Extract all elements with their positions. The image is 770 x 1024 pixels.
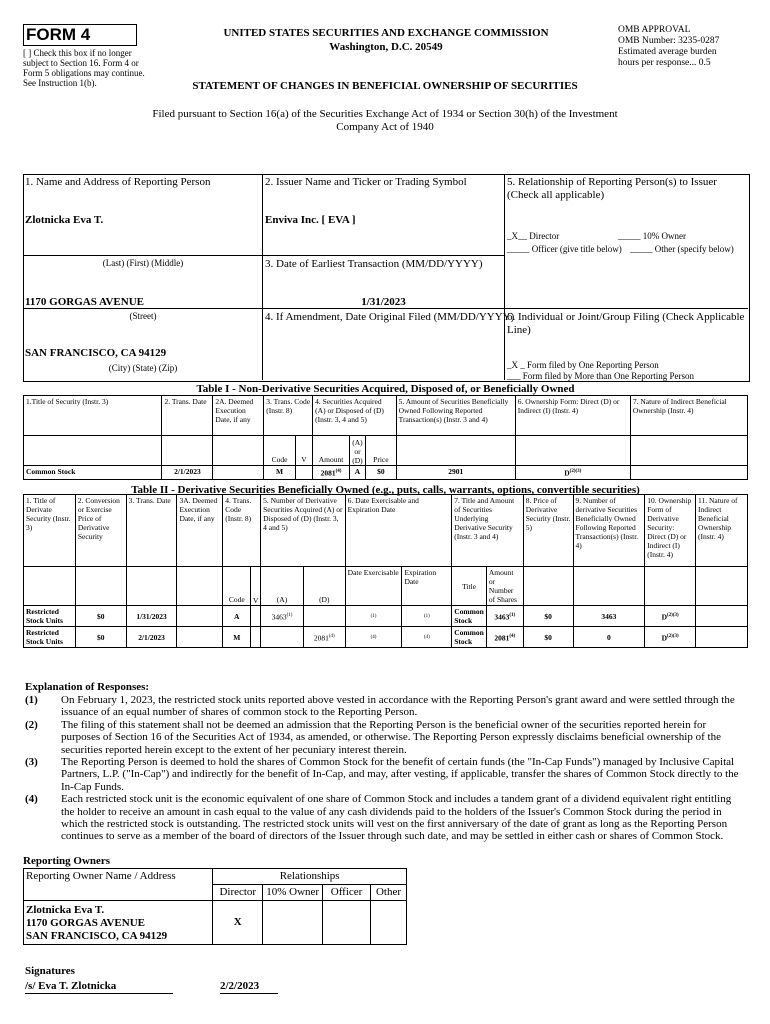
t2-r1-form-footnote: (2)(3) — [667, 633, 679, 639]
t1-sub-code: Code — [264, 436, 296, 466]
owners-title: Reporting Owners — [23, 855, 111, 867]
t1-row-date: 2/1/2023 — [162, 466, 213, 480]
t2-r1-exercisable: (4) — [345, 627, 402, 648]
list-item — [25, 719, 740, 756]
t2-r0-title: Restricted Stock Units — [24, 606, 76, 627]
table1-title: Table I - Non-Derivative Securities Acquired, Disposed of, or Beneficially Owned — [196, 383, 575, 395]
explanation-num: (3) — [25, 756, 38, 769]
owners-col-name: Reporting Owner Name / Address — [24, 869, 213, 901]
table1 — [23, 395, 748, 480]
explanation-text: Each restricted stock unit is the economic equivalent of one share of Common Stock and includes a tandem grant of a dividend equivalent right entitling the holder to receive an amount in cash equal to the value of any cash dividends paid to the holders of the Issuer's Common Stock during the period in which the restricted stock is outstanding. The restricted stock units will vest on the first anniversary of the date of grant as long as the Reporting Person continues to serve as a member of the board of directors of the Issuer through such date, and may be settled in either cash or shares of Common Stock. — [61, 793, 732, 843]
omb-burden: Estimated average burden — [618, 47, 717, 57]
explanation-text: On February 1, 2023, the restricted stock units reported above vested in accordance with the Reporting Person's grant award and were settled through the issuance of an equal number of shares of common stock to the Reporting Person. — [61, 694, 735, 719]
statement-title: STATEMENT OF CHANGES IN BENEFICIAL OWNERSHIP OF SECURITIES — [192, 80, 578, 92]
relationship-other[interactable]: _____ Other (specify below) — [630, 244, 734, 254]
t2-r1-code: M — [223, 627, 251, 648]
t2-r1-under-title: Common Stock — [452, 627, 487, 648]
omb-approval: OMB APPROVAL — [618, 25, 691, 35]
relationship-10pct-owner[interactable]: _____ 10% Owner — [618, 231, 686, 241]
t2-h-owned: 9. Number of derivative Securities Beneficially Owned Following Reported Transaction(s) (Instr. 4) — [573, 495, 645, 567]
t1-h-code: 3. Trans. Code (Instr. 8) — [264, 396, 313, 436]
t2-h-code: 4. Trans. Code (Instr. 8) — [223, 495, 261, 567]
t2-r0-exercisable: (1) — [345, 606, 402, 627]
t2-sub-title: Title — [452, 567, 487, 606]
omb-approval-block — [618, 25, 758, 69]
explanation-num: (1) — [25, 694, 38, 706]
t1-row-code: M — [264, 466, 296, 480]
explanation-list — [25, 694, 740, 843]
table-row — [24, 627, 748, 648]
t2-h-exercisable: 6. Date Exercisable and Expiration Date — [345, 495, 452, 567]
agency-name: UNITED STATES SECURITIES AND EXCHANGE COMMISSION — [223, 27, 549, 39]
reporting-person-name: Zlotnicka Eva T. — [25, 214, 104, 226]
t2-r0-form: D — [661, 612, 667, 622]
t2-r0-expiration: (1) — [402, 606, 452, 627]
t2-h-price: 2. Conversion or Exercise Price of Derivative Security — [75, 495, 126, 567]
t2-h-number: 5. Number of Derivative Securities Acquired (A) or Disposed of (D) (Instr. 3, 4 and 5) — [261, 495, 346, 567]
box3-label: 3. Date of Earliest Transaction (MM/DD/YYYY) — [265, 258, 483, 270]
t2-r1-expiration: (4) — [402, 627, 452, 648]
owners-col-relationships: Relationships — [213, 869, 407, 885]
owner-director-mark: X — [213, 901, 263, 945]
form-title-box — [23, 24, 137, 46]
form-title: FORM 4 — [26, 25, 91, 44]
omb-number: OMB Number: 3235-0287 — [618, 36, 720, 46]
t2-sub-expiration: Expiration Date — [402, 567, 452, 606]
table2-title-text: Table II - Derivative Securities Beneficially Owned (e.g., puts, calls, warrants, options, convertible securities) — [131, 484, 640, 496]
t1-h-nature: 7. Nature of Indirect Beneficial Ownership (Instr. 4) — [630, 396, 747, 436]
list-item — [25, 793, 740, 843]
t1-sub-amount: Amount — [313, 436, 350, 466]
t2-sub-d: (D) — [303, 567, 345, 606]
owners-col-other: Other — [371, 885, 407, 901]
filing-one-person[interactable]: _X _ Form filed by One Reporting Person — [507, 360, 659, 370]
t1-row-price: $0 — [366, 466, 397, 480]
no-longer-subject-checkbox[interactable]: [ ] Check this box if no longer subject to Section 16. Form 4 or Form 5 obligations may continue. See Instruction 1(b). — [23, 48, 145, 88]
t2-h-title: 1. Title of Derivate Security (Instr. 3) — [24, 495, 76, 567]
t2-r1-d: 2081 — [313, 633, 329, 643]
table-row — [24, 606, 748, 627]
signature-date: 2/2/2023 — [220, 980, 278, 994]
t2-sub-amount: Amount or Number of Shares — [486, 567, 523, 606]
issuer-name: Enviva Inc. [ EVA ] — [265, 214, 356, 226]
table-row — [24, 901, 407, 945]
t2-sub-exercisable: Date Exercisable — [345, 567, 402, 606]
t1-h-deemed: 2A. Deemed Execution Date, if any — [213, 396, 264, 436]
filing-more-persons[interactable]: ___ Form filed by More than One Reporting Person — [507, 371, 694, 381]
owners-table — [23, 868, 407, 945]
t1-sub-aord: (A) or (D) — [349, 436, 365, 466]
t2-r0-under-amount: 3463 — [494, 612, 510, 622]
t2-h-nature: 11. Nature of Indirect Beneficial Ownership (Instr. 4) — [696, 495, 748, 567]
t1-row-title: Common Stock — [24, 466, 162, 480]
t1-row-aord: A — [349, 466, 365, 480]
agency-location: Washington, D.C. 20549 — [329, 41, 443, 53]
signatures-title: Signatures — [25, 965, 75, 977]
filed-pursuant: Filed pursuant to Section 16(a) of the Securities Exchange Act of 1934 or Section 30(h) of the Investment Company Act of 1940 — [152, 108, 618, 133]
t2-h-date: 3. Trans. Date — [126, 495, 177, 567]
t2-r1-form: D — [661, 633, 667, 643]
explanation-num: (4) — [25, 793, 38, 806]
list-item — [25, 694, 740, 719]
omb-hours: hours per response... 0.5 — [618, 58, 711, 68]
owners-col-10pct: 10% Owner — [263, 885, 323, 901]
t2-r0-under-footnote: (1) — [509, 612, 516, 618]
t1-row-amount: 2081 — [320, 468, 336, 478]
t2-r0-a-footnote: (1) — [286, 612, 293, 618]
relationship-officer[interactable]: _____ Officer (give title below) — [507, 244, 622, 254]
divider-v1 — [262, 174, 263, 380]
name-parts-label: (Last) (First) (Middle) — [102, 258, 184, 268]
explanation-text: The Reporting Person is deemed to hold the shares of Common Stock for the benefit of certain funds (the "In-Cap Funds") managed by Inclusive Capital Partners, L.P. ("In-Cap") and indirectly for the benefit of In-Cap, and may, after vesting, if applicable, transfer the shares of Common Stock directly to the In-Cap Funds. — [61, 756, 739, 793]
t1-h-date: 2. Trans. Date — [162, 396, 213, 436]
owners-col-officer: Officer — [323, 885, 371, 901]
t2-r1-d-footnote: (4) — [328, 633, 335, 639]
explanation-text: The filing of this statement shall not be deemed an admission that the Reporting Person is the beneficial owner of the securities reported herein for purposes of Section 16 of the Securities Act of 1934, as amended, or otherwise. The Reporting Person expressly disclaims beneficial ownership of the securities reported herein except to the extent of her pecuniary interest therein. — [61, 718, 721, 756]
owners-col-director: Director — [213, 885, 263, 901]
t2-r1-title: Restricted Stock Units — [24, 627, 76, 648]
t2-r0-date: 1/31/2023 — [126, 606, 177, 627]
t2-h-dprice: 8. Price of Derivative Security (Instr. 5) — [523, 495, 573, 567]
owner-city: SAN FRANCISCO, CA 94129 — [26, 930, 168, 942]
t1-h-title: 1.Title of Security (Instr. 3) — [24, 396, 162, 436]
list-item — [25, 756, 740, 793]
reporting-person-street: 1170 GORGAS AVENUE — [25, 296, 144, 308]
reporting-person-city: SAN FRANCISCO, CA 94129 — [25, 347, 167, 359]
t2-r1-owned: 0 — [573, 627, 645, 648]
t1-row-deemed — [213, 466, 264, 480]
owner-address-cell — [24, 901, 213, 945]
t2-r0-form-footnote: (2)(3) — [667, 612, 679, 618]
street-label: (Street) — [129, 311, 157, 321]
explanation-title: Explanation of Responses: — [25, 681, 150, 693]
t2-r0-code: A — [223, 606, 251, 627]
divider-h-box1-name — [23, 255, 263, 256]
box5-label: 5. Relationship of Reporting Person(s) to Issuer (Check all applicable) — [507, 176, 717, 201]
t2-sub-a: (A) — [261, 567, 304, 606]
t2-sub-v: V — [251, 567, 261, 606]
city-label: (City) (State) (Zip) — [108, 363, 178, 373]
table-row — [24, 466, 748, 480]
owner-street: 1170 GORGAS AVENUE — [26, 917, 145, 929]
divider-h-box2 — [262, 255, 505, 256]
t1-row-form-footnote: (2)(3) — [569, 469, 582, 474]
relationship-director[interactable]: _X__ Director — [507, 231, 560, 241]
box2-label: 2. Issuer Name and Ticker or Trading Symbol — [265, 176, 467, 188]
t2-r0-under-title: Common Stock — [452, 606, 487, 627]
t1-h-amount: 5. Amount of Securities Beneficially Owned Following Reported Transaction(s) (Instr. 3 and 4) — [396, 396, 515, 436]
explanation-num: (2) — [25, 718, 38, 731]
t1-h-securities: 4. Securities Acquired (A) or Disposed of (D) (Instr. 3, 4 and 5) — [313, 396, 396, 436]
t2-sub-code: Code — [223, 567, 251, 606]
t2-r1-date: 2/1/2023 — [126, 627, 177, 648]
box6-label: 6. Individual or Joint/Group Filing (Check Applicable Line) — [507, 311, 745, 336]
t2-r0-a: 3463 — [271, 612, 287, 622]
t2-r1-under-amount: 2081 — [494, 633, 510, 643]
t2-r1-price: $0 — [75, 627, 126, 648]
t1-row-v — [295, 466, 312, 480]
table2 — [23, 494, 748, 648]
t2-r1-dprice: $0 — [523, 627, 573, 648]
box4-label: 4. If Amendment, Date Original Filed (MM/DD/YYYY) — [265, 311, 515, 323]
t1-h-form: 6. Ownership Form: Direct (D) or Indirect (I) (Instr. 4) — [515, 396, 630, 436]
t1-sub-price: Price — [366, 436, 397, 466]
t1-row-owned: 2901 — [396, 466, 515, 480]
t1-row-form: D — [564, 468, 570, 478]
t2-h-form: 10. Ownership Form of Derivative Security: Direct (D) or Indirect (I) (Instr. 4) — [645, 495, 696, 567]
owner-name: Zlotnicka Eva T. — [26, 904, 105, 916]
earliest-transaction-date: 1/31/2023 — [361, 296, 406, 308]
t1-row-amount-footnote: (4) — [335, 469, 342, 474]
t2-r0-dprice: $0 — [523, 606, 573, 627]
t2-r0-price: $0 — [75, 606, 126, 627]
t2-r1-under-footnote: (4) — [509, 633, 516, 639]
t2-h-deemed: 3A. Deemed Execution Date, if any — [177, 495, 223, 567]
divider-v2 — [504, 174, 505, 380]
box1-label: 1. Name and Address of Reporting Person — [25, 176, 211, 188]
t1-sub-v: V — [295, 436, 312, 466]
t2-h-underlying: 7. Title and Amount of Securities Underlying Derivative Security (Instr. 3 and 4) — [452, 495, 523, 567]
signature-name: /s/ Eva T. Zlotnicka — [25, 980, 173, 994]
t2-r0-owned: 3463 — [573, 606, 645, 627]
t1-row-nature — [630, 466, 747, 480]
